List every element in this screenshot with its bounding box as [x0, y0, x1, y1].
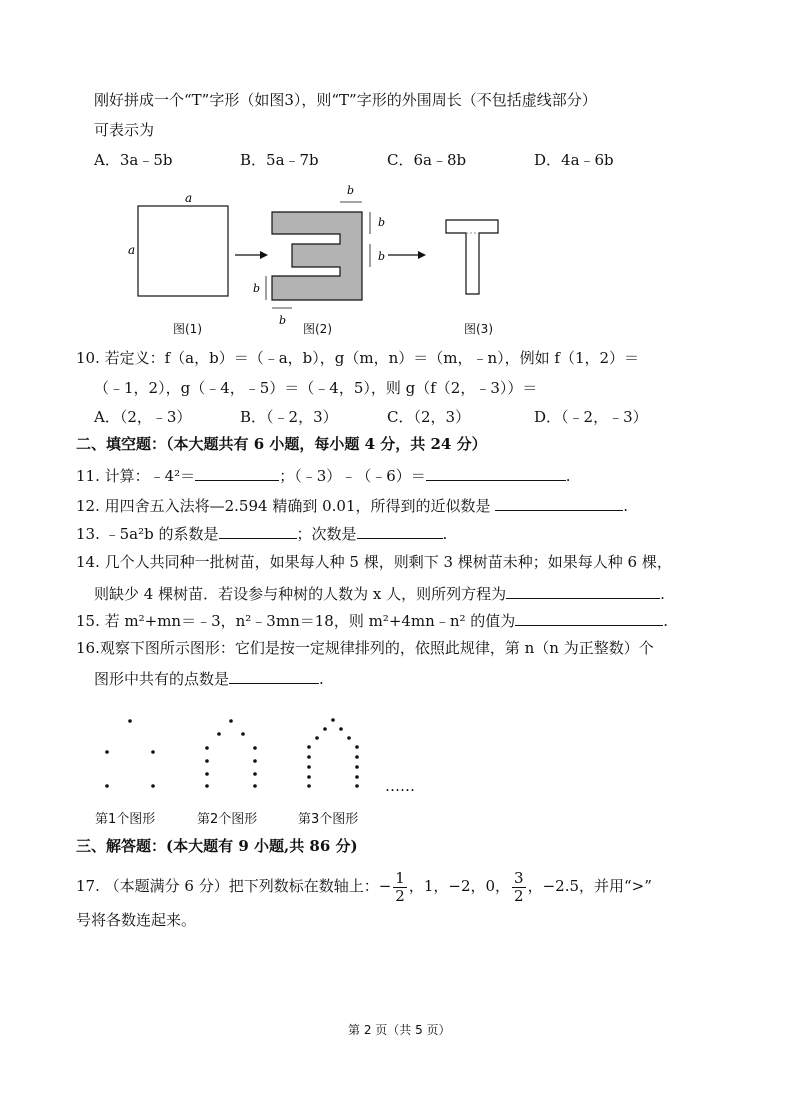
q15-blank[interactable] [515, 609, 663, 626]
arrow-2-head [418, 251, 426, 259]
q14-line2-text: 则缺少 4 棵树苗．若设参与种树的人数为 x 人，则所列方程为 [94, 585, 507, 603]
q16-line2 [94, 667, 324, 689]
q16-blank[interactable] [229, 667, 319, 684]
q9-line2: 可表示为 [94, 121, 155, 139]
q17-text-b: ，−2.5，并用“>” [527, 877, 652, 895]
fig2-label-b-top: b [347, 184, 355, 197]
q16-end: . [319, 670, 324, 688]
q15-text-a: 15. 若 m²+mn＝﹣3，n²﹣3mn＝18，则 m²+4mn﹣n² 的值为 [76, 612, 516, 630]
q11-text-a: 11. 计算：﹣4²＝ [76, 467, 196, 485]
q14-line2 [94, 582, 665, 604]
q17-fraction-1 [393, 870, 407, 905]
q17-frac2-num: 3 [514, 868, 524, 887]
fig2-label-b-left: b [253, 282, 261, 295]
q14-blank[interactable] [506, 582, 660, 599]
q13-text-a: 13. ﹣5a²b 的系数是 [76, 525, 219, 543]
q10-line2: （﹣1，2），g（﹣4，﹣5）＝（﹣4，5），则 g（f（2，﹣3））＝ [94, 379, 538, 397]
q13-text-c: . [442, 525, 448, 543]
q17-neg-sign: − [378, 877, 392, 895]
q15-text-b: . [663, 612, 669, 630]
q13 [76, 522, 447, 544]
q17-line1 [76, 868, 652, 905]
dot-figure-2 [205, 719, 257, 788]
fig1-caption: 图(1) [173, 322, 202, 336]
q12-blank[interactable] [495, 494, 623, 511]
q11-text-b: ；（﹣3）﹣（﹣6）＝ [279, 467, 426, 485]
fig2-label-b-right1: b [378, 216, 386, 229]
dot-figure-1 [105, 719, 155, 788]
section2-title: 二、填空题：（本大题共有 6 小题，每小题 4 分，共 24 分） [76, 435, 487, 453]
fig3-t-shape [446, 220, 498, 294]
q9-option-b: B．5a﹣7b [240, 151, 319, 169]
q14-end: . [660, 585, 665, 603]
q17-frac1-den: 2 [395, 886, 405, 905]
q14-line1: 14. 几个人共同种一批树苗，如果每人种 5 棵，则剩下 3 棵树苗未种；如果每人种 6 棵， [76, 553, 672, 571]
q12-text-b: . [623, 497, 629, 515]
q15 [76, 609, 668, 631]
q13-blank-1[interactable] [219, 522, 297, 539]
q16-dot-figures [90, 708, 420, 788]
q16-line1: 16.观察下图所示图形：它们是按一定规律排列的，依照此规律，第 n（n 为正整数）个 [76, 639, 654, 657]
arrow-1-head [260, 251, 268, 259]
dot-figure-1-caption: 第1个图形 [95, 812, 156, 827]
q9-option-d: D．4a﹣6b [534, 151, 614, 169]
dot-figure-3-caption: 第3个图形 [298, 812, 359, 827]
fig1-label-a-left: a [128, 243, 136, 257]
q17-mid: ，1，−2，0， [408, 877, 511, 895]
dot-figure-2-caption: 第2个图形 [197, 812, 258, 827]
fig1-label-a-top: a [185, 191, 193, 205]
q11-text-c: . [565, 467, 571, 485]
q13-blank-2[interactable] [357, 522, 443, 539]
q12 [76, 494, 628, 516]
q10-option-c: C．（2，3） [387, 408, 471, 426]
q12-text-a: 12. 用四舍五入法将—2.594 精确到 0.01，所得到的近似数是 [76, 497, 491, 515]
q10-line1: 10. 若定义：f（a，b）＝（﹣a，b），g（m，n）＝（m，﹣n），例如 f（1，2）＝ [76, 349, 640, 367]
section3-title: 三、解答题：(本大题有 9 小题,共 86 分) [76, 837, 358, 855]
q11-blank-2[interactable] [426, 464, 566, 481]
fig3-caption: 图(3) [464, 322, 493, 336]
dot-figure-3 [307, 718, 359, 788]
fig2-label-b-bottom: b [279, 314, 287, 327]
q17-text-a: 17. （本题满分 6 分）把下列数标在数轴上： [76, 877, 379, 895]
q17-frac2-den: 2 [514, 886, 524, 905]
q10-option-a: A．（2，﹣3） [94, 408, 192, 426]
q13-text-b: ；次数是 [296, 525, 357, 543]
fig2-label-b-right2: b [378, 250, 386, 263]
q16-line2-text: 图形中共有的点数是 [94, 670, 230, 688]
q11 [76, 464, 571, 486]
q17-fraction-2 [512, 870, 526, 905]
q9-option-c: C．6a﹣8b [387, 151, 467, 169]
q17-line2: 号将各数连起来。 [76, 911, 197, 929]
q10-option-d: D．（﹣2，﹣3） [534, 408, 648, 426]
q10-option-b: B．（﹣2，3） [240, 408, 338, 426]
q11-blank-1[interactable] [195, 464, 279, 481]
fig2-caption: 图(2) [303, 322, 332, 336]
fig1-square [138, 206, 228, 296]
q16-ellipsis: …… [385, 777, 415, 795]
page-footer: 第 2 页（共 5 页） [348, 1023, 451, 1037]
q9-option-a: A．3a﹣5b [94, 151, 173, 169]
fig2-shape [272, 212, 362, 300]
q9-line1: 刚好拼成一个“T”字形（如图3），则“T”字形的外围周长（不包括虚线部分） [94, 91, 597, 109]
q17-frac1-num: 1 [395, 868, 405, 887]
q9-figures [120, 180, 520, 340]
